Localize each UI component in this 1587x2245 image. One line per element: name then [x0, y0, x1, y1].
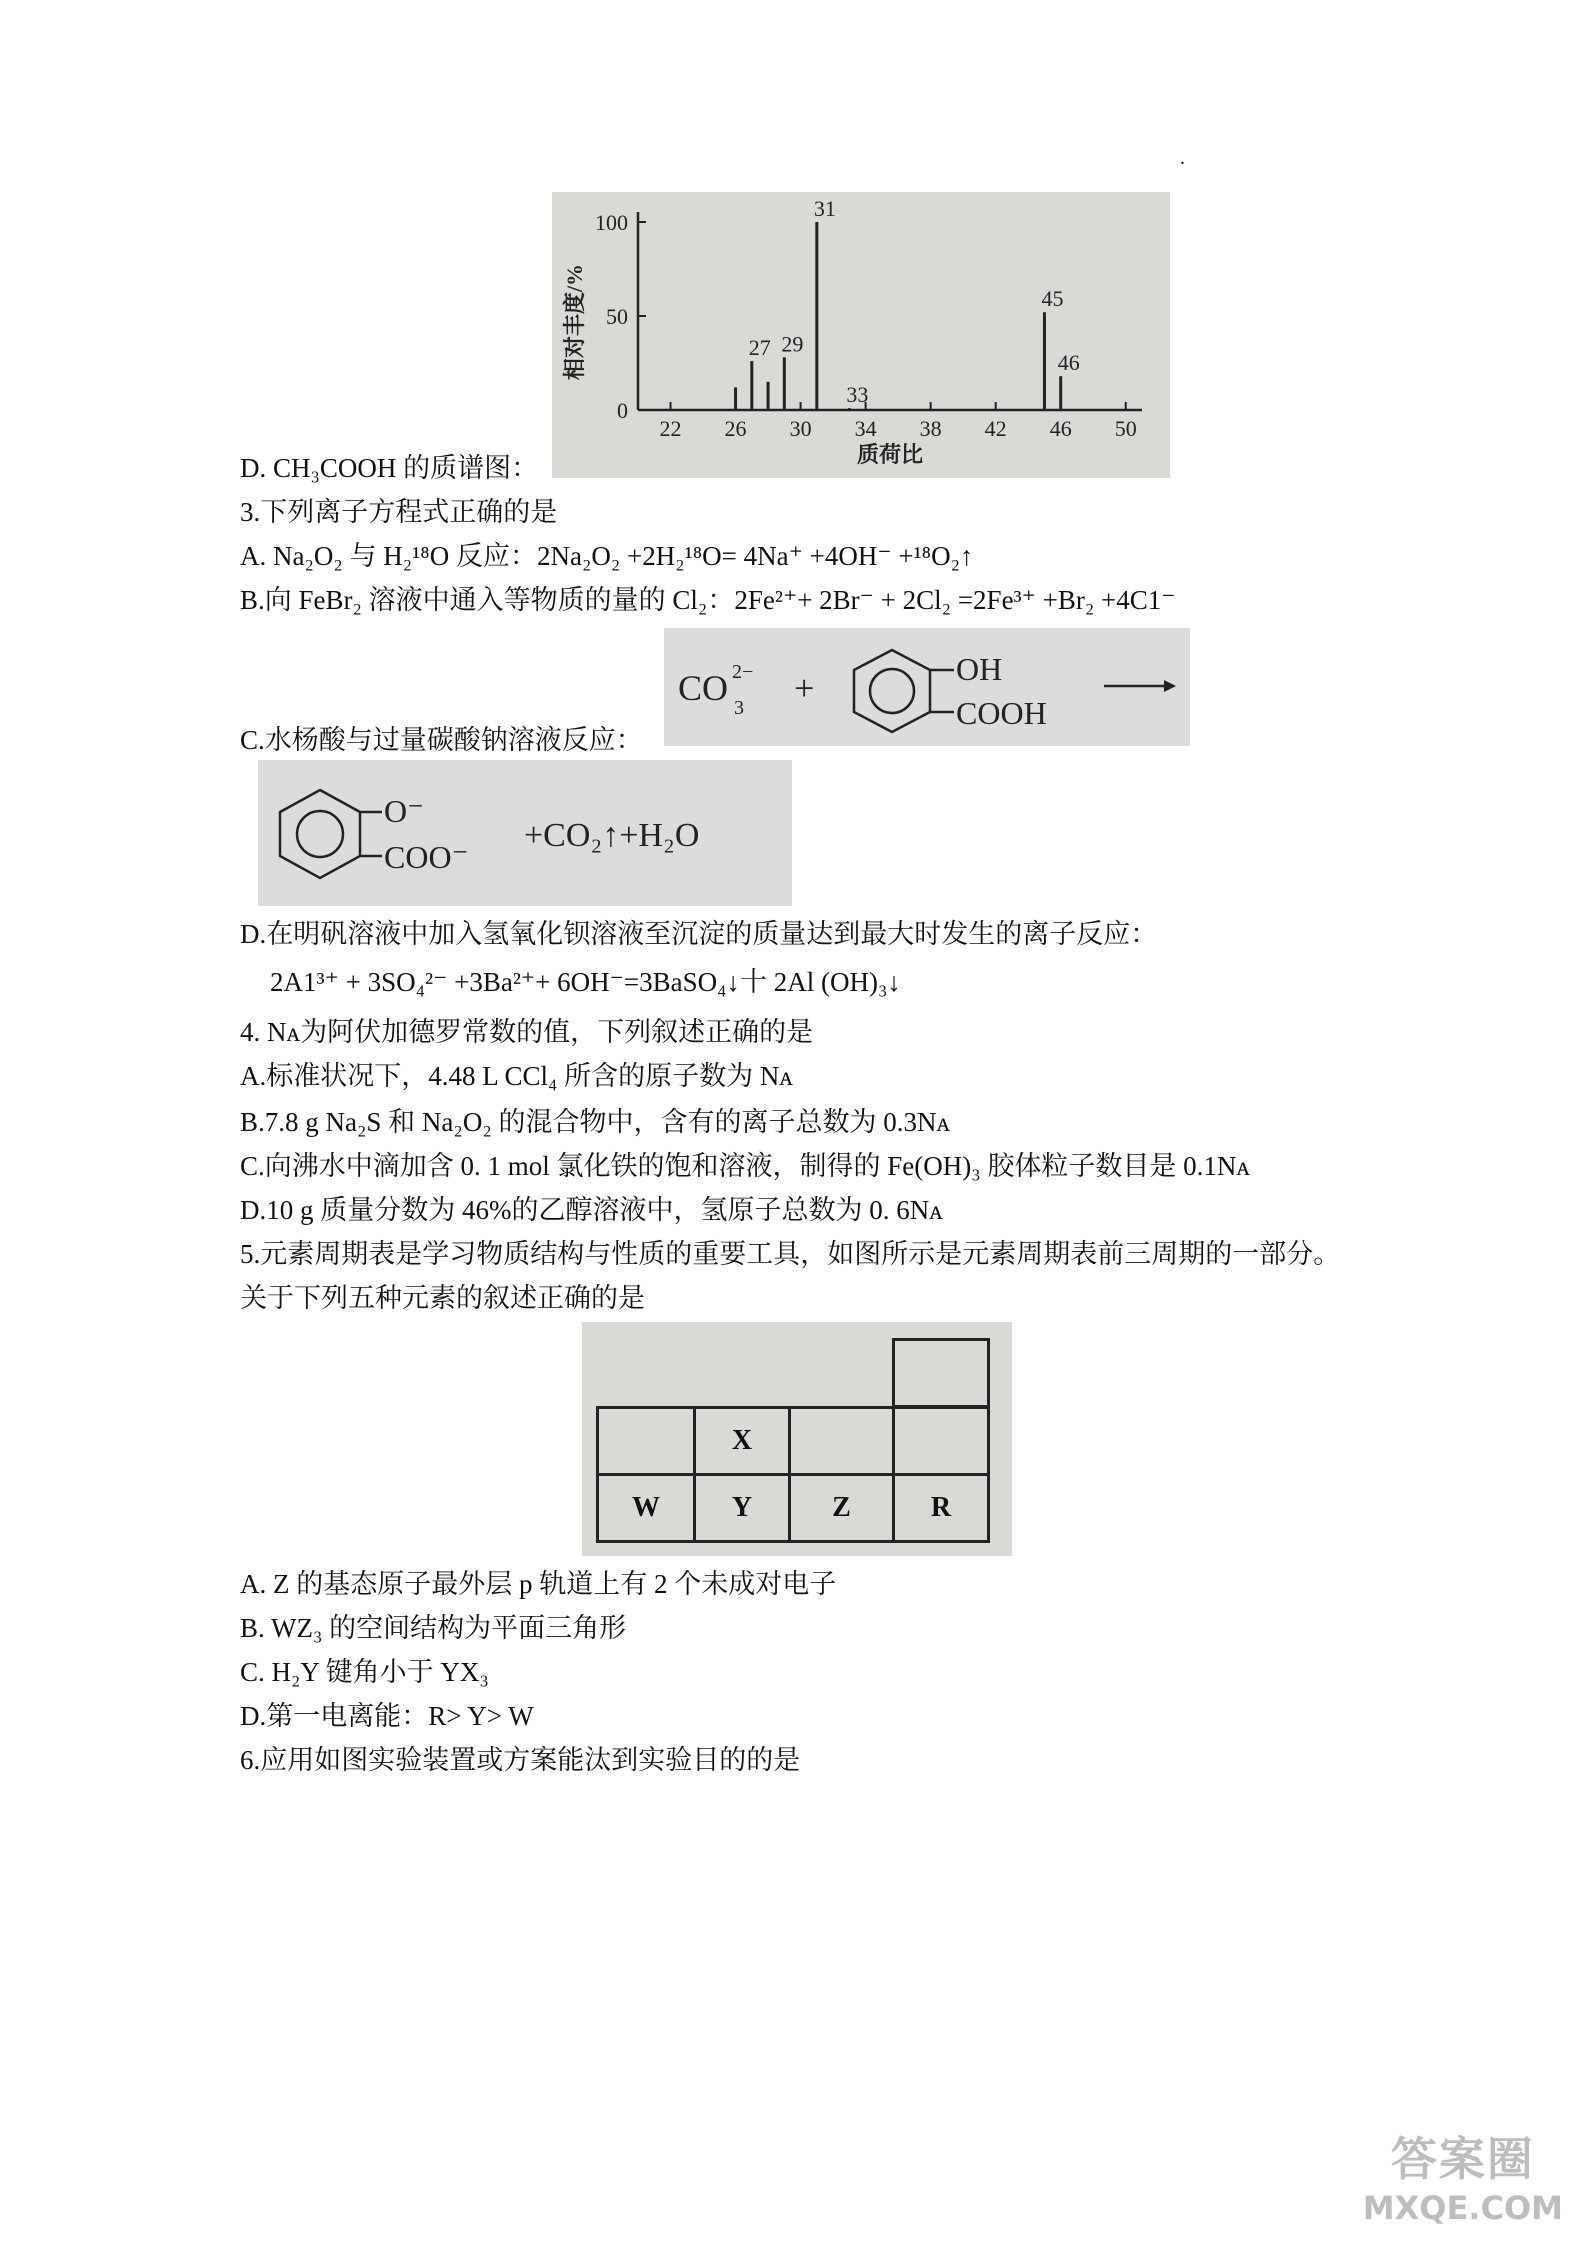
- cell-r: [892, 1473, 990, 1543]
- stray-dot: .: [1180, 147, 1185, 169]
- q5-option-b: B. WZ₃ 的空间结构为平面三角形: [240, 1613, 627, 1643]
- peak-label-33: 33: [846, 382, 869, 408]
- benzene-ring-product: [280, 790, 360, 878]
- q6-stem: 6.应用如图实验装置或方案能汰到实验目的的是: [240, 1745, 801, 1775]
- q5-option-d: D.第一电离能：R> Y> W: [240, 1701, 534, 1731]
- cell-empty-1: [596, 1406, 696, 1476]
- phenoxide-group: O⁻: [384, 793, 424, 829]
- y-tick-label-50: 50: [606, 304, 628, 329]
- peak-label-31: 31: [813, 196, 836, 221]
- cell-empty-2: [788, 1406, 895, 1476]
- element-r: R: [930, 1492, 952, 1523]
- mass-spectrum-figure: [552, 192, 1170, 478]
- q3-option-d: D.在明矾溶液中加入氢氧化钡溶液至沉淀的质量达到最大时发生的离子反应：: [240, 919, 1158, 949]
- q4-option-d: D.10 g 质量分数为 46%的乙醇溶液中，氢原子总数为 0. 6Nᴀ: [240, 1195, 943, 1225]
- watermark-logo: [1363, 2123, 1563, 2227]
- peak-label-46: 46: [1057, 350, 1080, 376]
- q4-option-c: C.向沸水中滴加含 0. 1 mol 氯化铁的饱和溶液，制得的 Fe(OH)₃ 胶体粒子数目是 0.1Nᴀ: [240, 1151, 1250, 1181]
- periodic-table-fragment: [582, 1322, 1012, 1556]
- q3-option-a: A. Na₂O₂ 与 H₂¹⁸O 反应：2Na₂O₂ +2H₂¹⁸O= 4Na⁺ +4OH⁻ +¹⁸O₂↑: [240, 541, 974, 571]
- x-tick-label-22: 22: [659, 416, 682, 441]
- q5-stem-line2: 关于下列五种元素的叙述正确的是: [240, 1283, 645, 1313]
- x-tick-label-30: 30: [789, 416, 812, 441]
- reaction-products: +CO₂↑+H₂O: [524, 817, 700, 854]
- q5-option-a: A. Z 的基态原子最外层 p 轨道上有 2 个未成对电子: [240, 1569, 837, 1599]
- x-tick-label-50: 50: [1114, 416, 1137, 441]
- x-tick-label-34: 34: [854, 416, 877, 441]
- plus-sign: +: [794, 668, 815, 708]
- element-w: W: [632, 1492, 660, 1523]
- carbonate-text: CO: [678, 668, 729, 708]
- peak-label-27: 27: [748, 335, 771, 361]
- q3-option-b: B.向 FeBr₂ 溶液中通入等物质的量的 Cl₂：2Fe²⁺+ 2Br⁻ + 2Cl₂ =2Fe³⁺ +Br₂ +4C1⁻: [240, 585, 1176, 615]
- y-tick-label-100: 100: [595, 210, 628, 235]
- y-tick-label-0: 0: [617, 398, 628, 423]
- cell-w: [596, 1473, 696, 1543]
- cell-z: [788, 1473, 895, 1543]
- peak-label-45: 45: [1041, 286, 1064, 312]
- watermark-logo-text: 答案圈: [1390, 2132, 1535, 2186]
- element-y: Y: [731, 1492, 753, 1523]
- carbonate-sup: 2−: [732, 661, 754, 683]
- mass-spectrum-chart: [552, 192, 1170, 478]
- x-tick-label-42: 42: [984, 416, 1007, 441]
- x-axis-label: 质荷比: [856, 442, 924, 467]
- hydroxyl-group: OH: [956, 651, 1003, 687]
- x-tick-label-38: 38: [919, 416, 942, 441]
- q3-stem: 3.下列离子方程式正确的是: [240, 497, 558, 527]
- q5-option-c: C. H₂Y 键角小于 YX₃: [240, 1657, 489, 1687]
- carboxyl-group: COOH: [956, 695, 1047, 731]
- peak-label-29: 29: [781, 331, 804, 357]
- salicylate-product-image: [258, 760, 792, 906]
- q5-stem-line1: 5.元素周期表是学习物质结构与性质的重要工具，如图所示是元素周期表前三周期的一部分。: [240, 1239, 1341, 1269]
- cell-top-right: [892, 1338, 990, 1408]
- x-tick-label-46: 46: [1049, 416, 1072, 441]
- q3-option-c: C.水杨酸与过量碳酸钠溶液反应：: [240, 725, 643, 755]
- benzene-ring: [854, 650, 930, 732]
- element-z: Z: [832, 1492, 851, 1523]
- watermark-url: MXQE.COM: [1362, 2189, 1563, 2227]
- q4-option-a: A.标准状况下，4.48 L CCl₄ 所含的原子数为 Nᴀ: [240, 1061, 793, 1091]
- q4-stem: 4. Nᴀ为阿伏加德罗常数的值，下列叙述正确的是: [240, 1017, 814, 1047]
- cell-y: [693, 1473, 791, 1543]
- carboxylate-group: COO⁻: [384, 839, 469, 875]
- x-tick-label-26: 26: [724, 416, 747, 441]
- q2-option-d: D. CH₃COOH 的质谱图：: [240, 453, 539, 483]
- y-axis-label: 相对丰度/%: [562, 263, 587, 381]
- cell-x: [693, 1406, 791, 1476]
- cell-empty-3: [892, 1406, 990, 1476]
- q3-option-d-equation: 2A1³⁺ + 3SO₄²⁻ +3Ba²⁺+ 6OH⁻=3BaSO₄↓十 2Al (OH)₃↓: [270, 967, 901, 997]
- q4-option-b: B.7.8 g Na₂S 和 Na₂O₂ 的混合物中，含有的离子总数为 0.3Nᴀ: [240, 1107, 951, 1137]
- carbonate-sub: 3: [734, 697, 744, 719]
- benzene-circle: [870, 669, 914, 713]
- element-x: X: [731, 1425, 753, 1456]
- salicylic-reactant-image: [664, 628, 1190, 746]
